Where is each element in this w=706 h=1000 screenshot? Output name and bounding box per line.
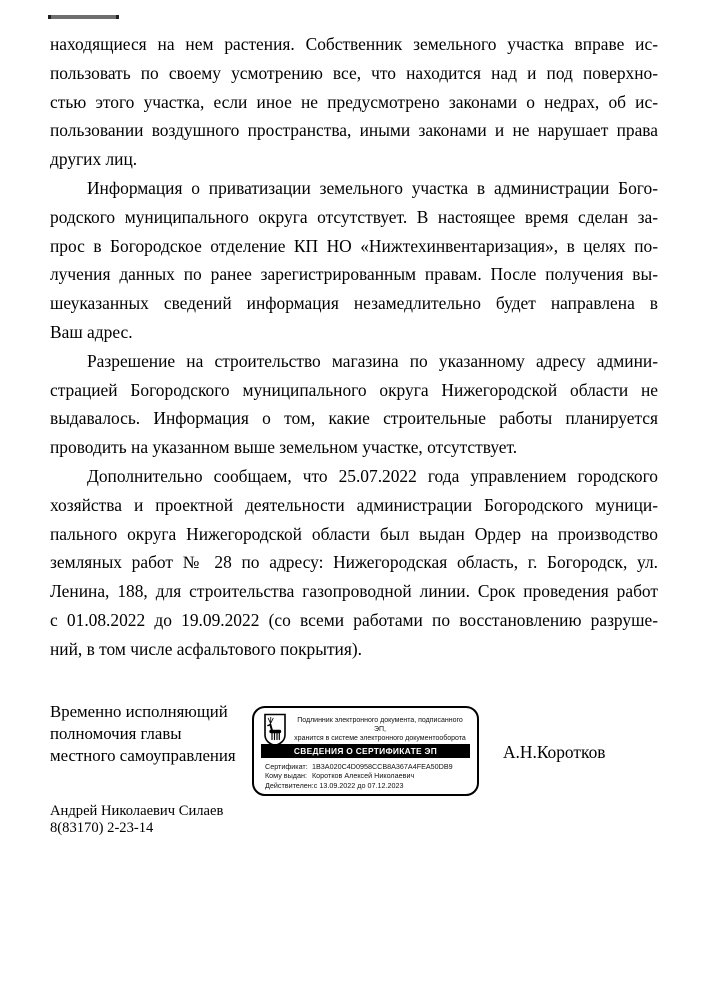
stamp-field-value: 1B3A020C4D0958CCB8A367A4FEA50DB9 xyxy=(312,762,453,771)
document-body xyxy=(50,30,658,664)
stamp-header-line2: хранится в системе электронного документооборота xyxy=(294,735,466,743)
text-line: пального округа Нижегородской области был выдан Ордер на производство xyxy=(50,523,658,544)
stamp-header-line1: Подлинник электронного документа, подписанного ЭП, xyxy=(297,717,463,734)
text-line: Разрешение на строительство магазина по указанному адресу админи- xyxy=(87,350,658,371)
text-line: находящиеся на нем растения. Собственник земельного участка вправе ис- xyxy=(50,34,658,54)
paragraph xyxy=(50,462,658,664)
text-line: Ленина, 188, для строительства газопроводной линии. Срок проведения работ xyxy=(50,581,658,602)
stamp-certificate-fields xyxy=(265,762,469,790)
stamp-header-text xyxy=(292,716,468,744)
signature-position-title xyxy=(50,701,265,767)
text-line: лучения данных по ранее зарегистрированным правам. После получения вы- xyxy=(50,264,658,285)
text-line: земляных работ № 28 по адресу: Нижегородская область, г. Богородск, ул. xyxy=(50,552,658,573)
stamp-certificate-title: СВЕДЕНИЯ О СЕРТИФИКАТЕ ЭП xyxy=(261,744,470,758)
stamp-field-label: Сертификат: xyxy=(265,762,308,771)
signature-position-line: Временно исполняющий xyxy=(50,702,228,721)
text-line: прос в Богородское отделение КП НО «Нижтехинвентаризация», в целях по- xyxy=(50,235,658,256)
text-line: проводить на указанном выше земельном участке, отсутствует. xyxy=(50,437,518,458)
stamp-field-row xyxy=(265,781,469,790)
contact-name: Андрей Николаевич Силаев xyxy=(50,803,224,819)
stamp-field-row xyxy=(265,771,469,780)
coat-of-arms-deer-icon xyxy=(263,713,287,747)
text-line: Дополнительно сообщаем, что 25.07.2022 года управлением городского xyxy=(87,465,658,486)
paragraph xyxy=(50,347,658,462)
signature-position-line: полномочия главы xyxy=(50,723,182,743)
contact-block xyxy=(50,803,223,837)
contact-phone: 8(83170) 2-23-14 xyxy=(50,820,154,836)
electronic-signature-stamp xyxy=(252,706,479,796)
paragraph xyxy=(50,30,658,174)
stamp-field-value: Коротков Алексей Николаевич xyxy=(312,771,415,781)
text-line: других лиц. xyxy=(50,149,138,170)
text-line: ний, в том числе асфальтового покрытия). xyxy=(50,638,362,659)
text-line: Информация о приватизации земельного участка в администрации Бого- xyxy=(87,177,658,198)
text-line: Ваш адрес. xyxy=(50,321,133,342)
text-line: пользовании воздушного пространства, иными законами и не нарушает права xyxy=(50,120,658,141)
stamp-field-value: с 13.09.2022 до 07.12.2023 xyxy=(313,780,404,790)
text-line: хозяйства и проектной деятельности администрации Богородского муници- xyxy=(50,494,658,515)
page-top-mark xyxy=(48,15,119,19)
signature-position-line: местного самоуправления xyxy=(50,745,236,765)
text-line: стью этого участка, если иное не предусмотрено законами о недрах, об ис- xyxy=(50,91,658,112)
stamp-field-label: Кому выдан: xyxy=(265,771,307,781)
text-line: пользовать по своему усмотрению все, что находится над и под поверхно- xyxy=(50,62,658,83)
signer-name: А.Н.Коротков xyxy=(503,742,606,762)
stamp-field-row xyxy=(265,762,469,771)
stamp-field-label: Действителен: xyxy=(265,780,314,790)
text-line: шеуказанных сведений информация незамедлительно будет направлена в xyxy=(50,293,658,314)
text-line: страцией Богородского муниципального округа Нижегородской области не xyxy=(50,379,658,400)
text-line: выдавалось. Информация о том, какие строительные работы планируется xyxy=(50,408,658,429)
paragraph xyxy=(50,174,658,347)
text-line: родского муниципального округа отсутствует. В настоящее время сделан за- xyxy=(50,206,658,227)
text-line: с 01.08.2022 до 19.09.2022 (со всеми работами по восстановлению разруше- xyxy=(50,609,658,630)
